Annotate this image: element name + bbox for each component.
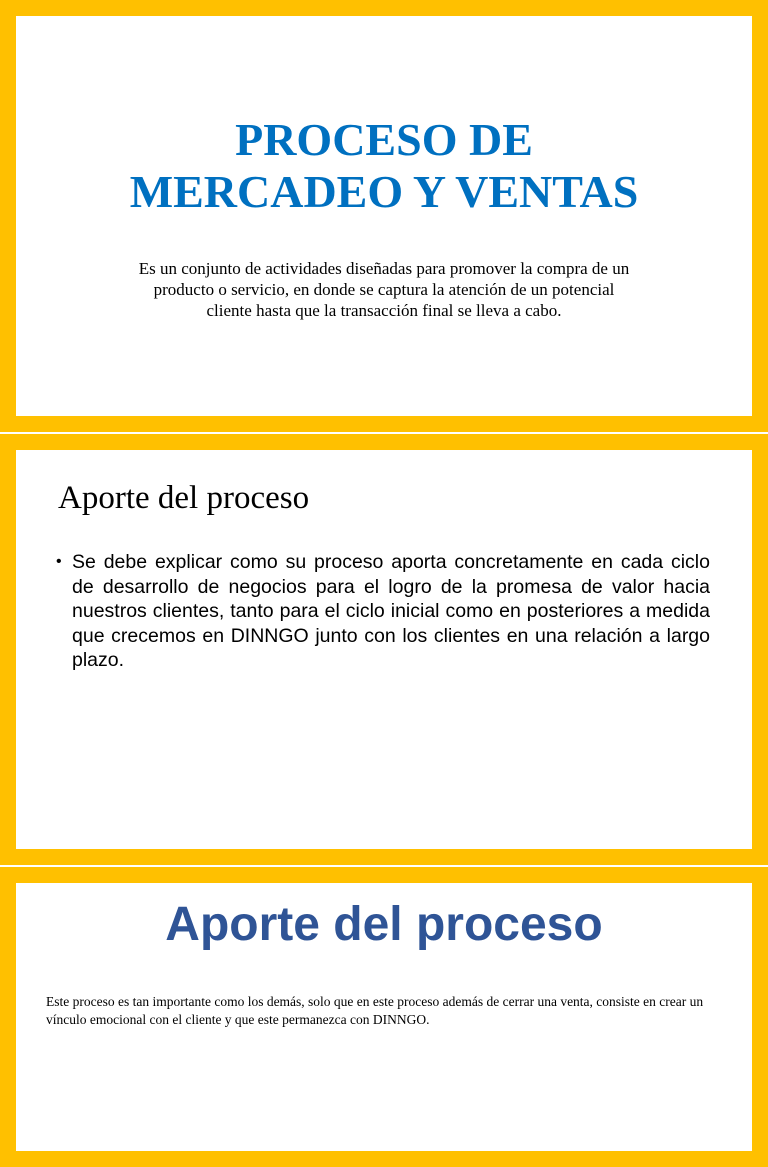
slide-3-title: Aporte del proceso [165, 898, 603, 951]
bullet-item [54, 550, 710, 673]
slide-2-bullet-list [54, 550, 710, 673]
bullet-dot-icon: • [56, 553, 62, 570]
slide-2 [0, 434, 768, 865]
slide-1-title [16, 114, 752, 218]
slide-3 [0, 867, 768, 1167]
slide-1-description-line-1: Es un conjunto de actividades diseñadas para promover la compra de un [138, 259, 630, 278]
slide-1-description-line-2: producto o servicio, en donde se captura la atención de un potencial [153, 280, 615, 299]
bullet-text: Se debe explicar como su proceso aporta concretamente en cada ciclo de desarrollo de negocios para el logro de la promesa de valor hacia nuestros clientes, tanto para el ciclo inicial como en posteriores a medida que crecemos en DINNGO junto con los clientes en una relación a largo plazo. [72, 551, 710, 671]
slide-2-title: Aporte del proceso [58, 480, 310, 516]
slide-1-title-line-1: PROCESO DE [235, 114, 533, 165]
slide-1 [0, 0, 768, 432]
slide-1-description-line-3: cliente hasta que la transacción final se lleva a cabo. [206, 301, 562, 320]
slide-3-description: Este proceso es tan importante como los demás, solo que en este proceso además de cerrar una venta, consiste en crear un vínculo emocional con el cliente y que este permanezca con DINNGO. [46, 994, 704, 1027]
slide-1-title-line-2: MERCADEO Y VENTAS [129, 166, 639, 217]
slide-1-description [96, 258, 672, 321]
